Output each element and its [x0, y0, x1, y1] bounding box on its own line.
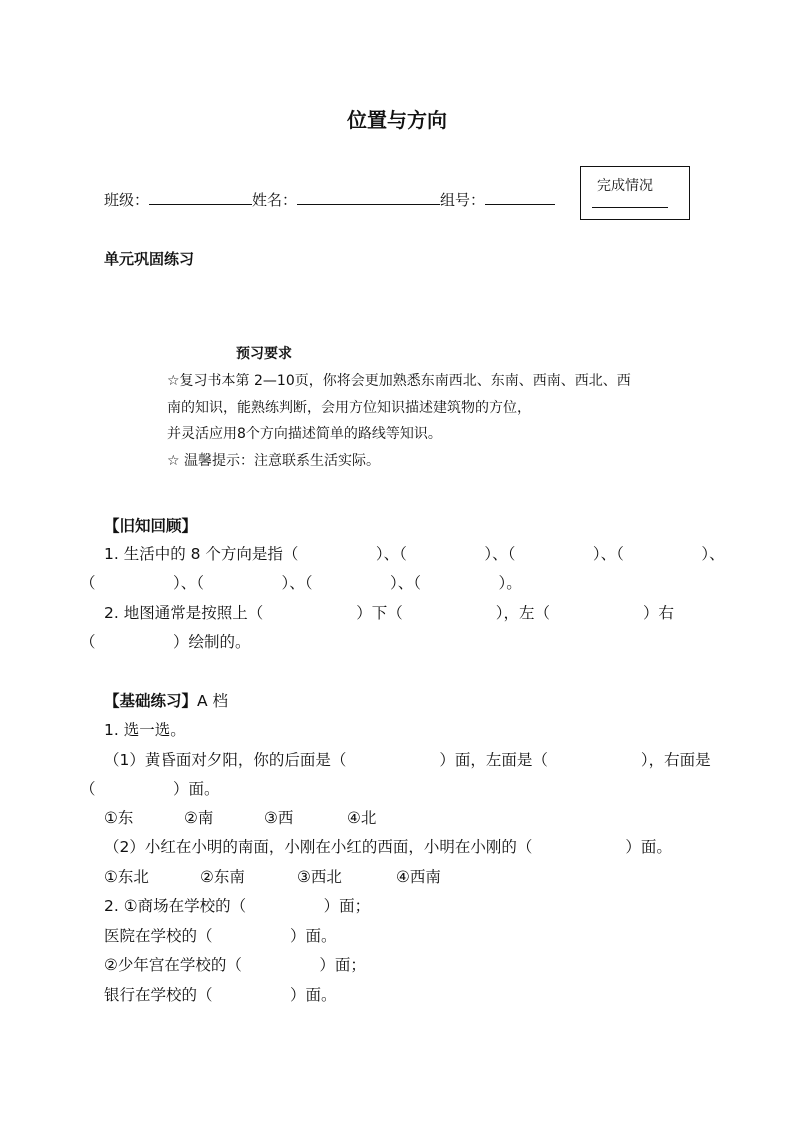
preview-line-1: ☆复习书本第 2—10页，你将会更加熟悉东南西北、东南、西南、西北、西	[167, 373, 631, 389]
preview-line-4: ☆ 温馨提示：注意联系生活实际。	[167, 453, 381, 469]
q1b-option-4: ④西南	[396, 868, 441, 886]
basic-heading	[104, 689, 228, 711]
basic-q1b-line: （2）小红在小明的南面，小刚在小红的西面，小明在小刚的（ ）面。	[104, 838, 672, 856]
completion-status-field[interactable]	[592, 207, 668, 208]
q1b-option-3: ③西北	[297, 868, 342, 886]
group-field[interactable]	[485, 190, 555, 205]
q1b-option-1: ①东北	[104, 868, 149, 886]
completion-status-label: 完成情况	[597, 178, 653, 194]
name-label: 姓名：	[252, 191, 298, 209]
review-heading: 【旧知回顾】	[104, 517, 198, 535]
basic-q2-line3: ②少年宫在学校的（ ）面；	[104, 956, 366, 974]
basic-heading-title: 【基础练习】	[104, 692, 198, 710]
section-unit-heading: 单元巩固练习	[104, 250, 195, 268]
basic-q1a-line1: （1）黄昏面对夕阳，你的后面是（ ）面，左面是（ ），右面是	[104, 751, 711, 769]
basic-q1a-line2: （ ）面。	[80, 780, 220, 798]
basic-level: A 档	[197, 692, 229, 710]
preview-line-3: 并灵活应用8个方向描述简单的路线等知识。	[167, 426, 442, 442]
preview-heading: 预习要求	[236, 346, 292, 362]
review-q1-line1: 1. 生活中的 8 个方向是指（ ）、（ ）、（ ）、（ ）、	[104, 545, 725, 563]
q1a-option-3: ③西	[264, 809, 294, 827]
review-q2-line1: 2. 地图通常是按照上（ ）下（ ），左（ ）右	[104, 604, 674, 622]
page-title: 位置与方向	[347, 108, 447, 132]
name-field[interactable]	[297, 190, 440, 205]
q1a-option-4: ④北	[347, 809, 377, 827]
basic-q1-title: 1. 选一选。	[104, 721, 186, 739]
class-label: 班级：	[104, 191, 150, 209]
group-label: 组号：	[440, 191, 486, 209]
basic-q2-line4: 银行在学校的（ ）面。	[104, 986, 337, 1004]
review-q2-line2: （ ）绘制的。	[80, 633, 251, 651]
q1a-option-2: ②南	[184, 809, 214, 827]
completion-status-box	[580, 166, 690, 220]
basic-q2-line1: 2. ①商场在学校的（ ）面；	[104, 897, 371, 915]
q1b-option-2: ②东南	[200, 868, 245, 886]
review-q1-line2: （ ）、（ ）、（ ）、（ ）。	[80, 574, 522, 592]
preview-line-2: 南的知识，能熟练判断，会用方位知识描述建筑物的方位，	[167, 400, 531, 416]
class-field[interactable]	[149, 190, 252, 205]
q1a-option-1: ①东	[104, 809, 134, 827]
basic-q2-line2: 医院在学校的（ ）面。	[104, 927, 337, 945]
student-info-row	[104, 190, 555, 210]
